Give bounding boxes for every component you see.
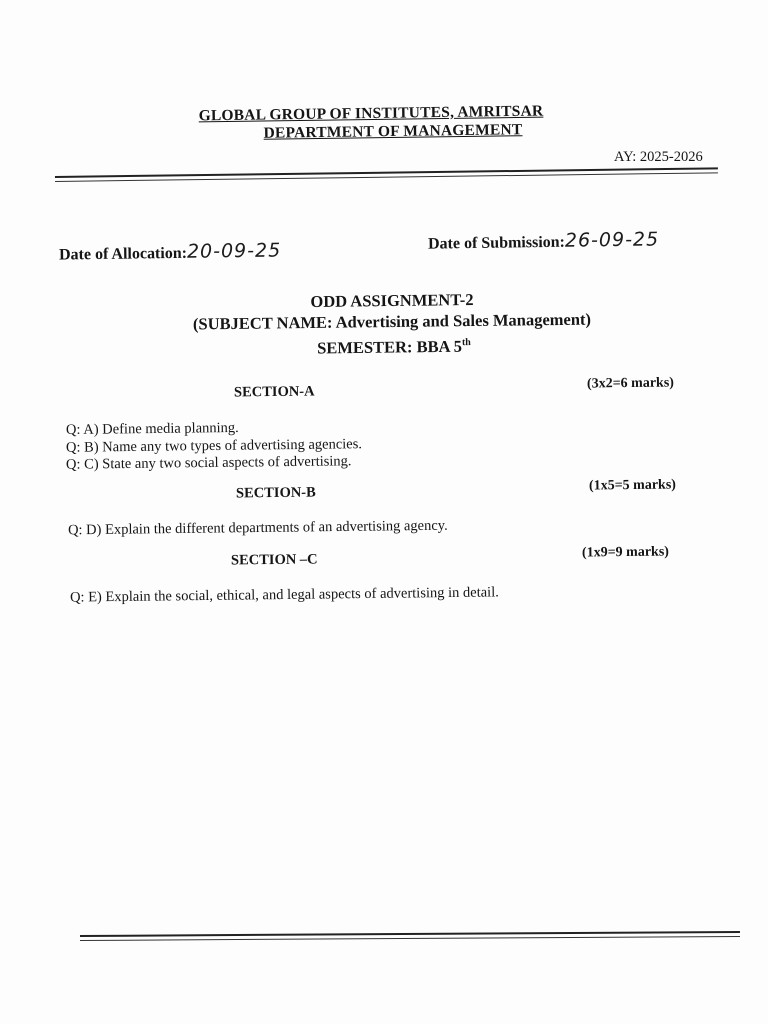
allocation-date: [59, 239, 282, 264]
allocation-date-value: 20-09-25: [186, 239, 282, 263]
section-b-heading: SECTION-B: [235, 484, 316, 502]
question-c: Q: C) State any two social aspects of advertising.: [65, 453, 352, 473]
submission-date-value: 26-09-25: [564, 228, 660, 252]
academic-year: AY: 2025-2026: [614, 149, 703, 165]
section-c-heading: SECTION –C: [230, 551, 318, 569]
section-c-marks: (1x9=9 marks): [581, 544, 670, 561]
header-divider: [55, 167, 718, 182]
question-a: Q: A) Define media planning.: [65, 419, 239, 439]
semester-superscript: th: [461, 337, 471, 349]
section-b-marks: (1x5=5 marks): [588, 477, 677, 494]
question-b: Q: B) Name any two types of advertising agencies.: [65, 436, 363, 456]
institute-name: GLOBAL GROUP OF INSTITUTES, AMRITSAR: [198, 102, 544, 125]
subject-name: (SUBJECT NAME: Advertising and Sales Management): [192, 309, 592, 334]
allocation-date-label: Date of Allocation:: [58, 244, 188, 264]
question-d: Q: D) Explain the different departments of an advertising agency.: [67, 517, 448, 539]
question-e: Q: E) Explain the social, ethical, and legal aspects of advertising in detail.: [69, 584, 499, 606]
section-a-heading: SECTION-A: [233, 383, 315, 401]
submission-date: [428, 228, 659, 253]
section-a-marks: (3x2=6 marks): [586, 375, 675, 392]
footer-divider: [80, 931, 740, 941]
submission-date-label: Date of Submission:: [427, 233, 566, 253]
assignment-title: ODD ASSIGNMENT-2: [310, 290, 474, 311]
semester-text: SEMESTER: BBA 5: [317, 336, 463, 358]
department-name: DEPARTMENT OF MANAGEMENT: [263, 121, 523, 142]
